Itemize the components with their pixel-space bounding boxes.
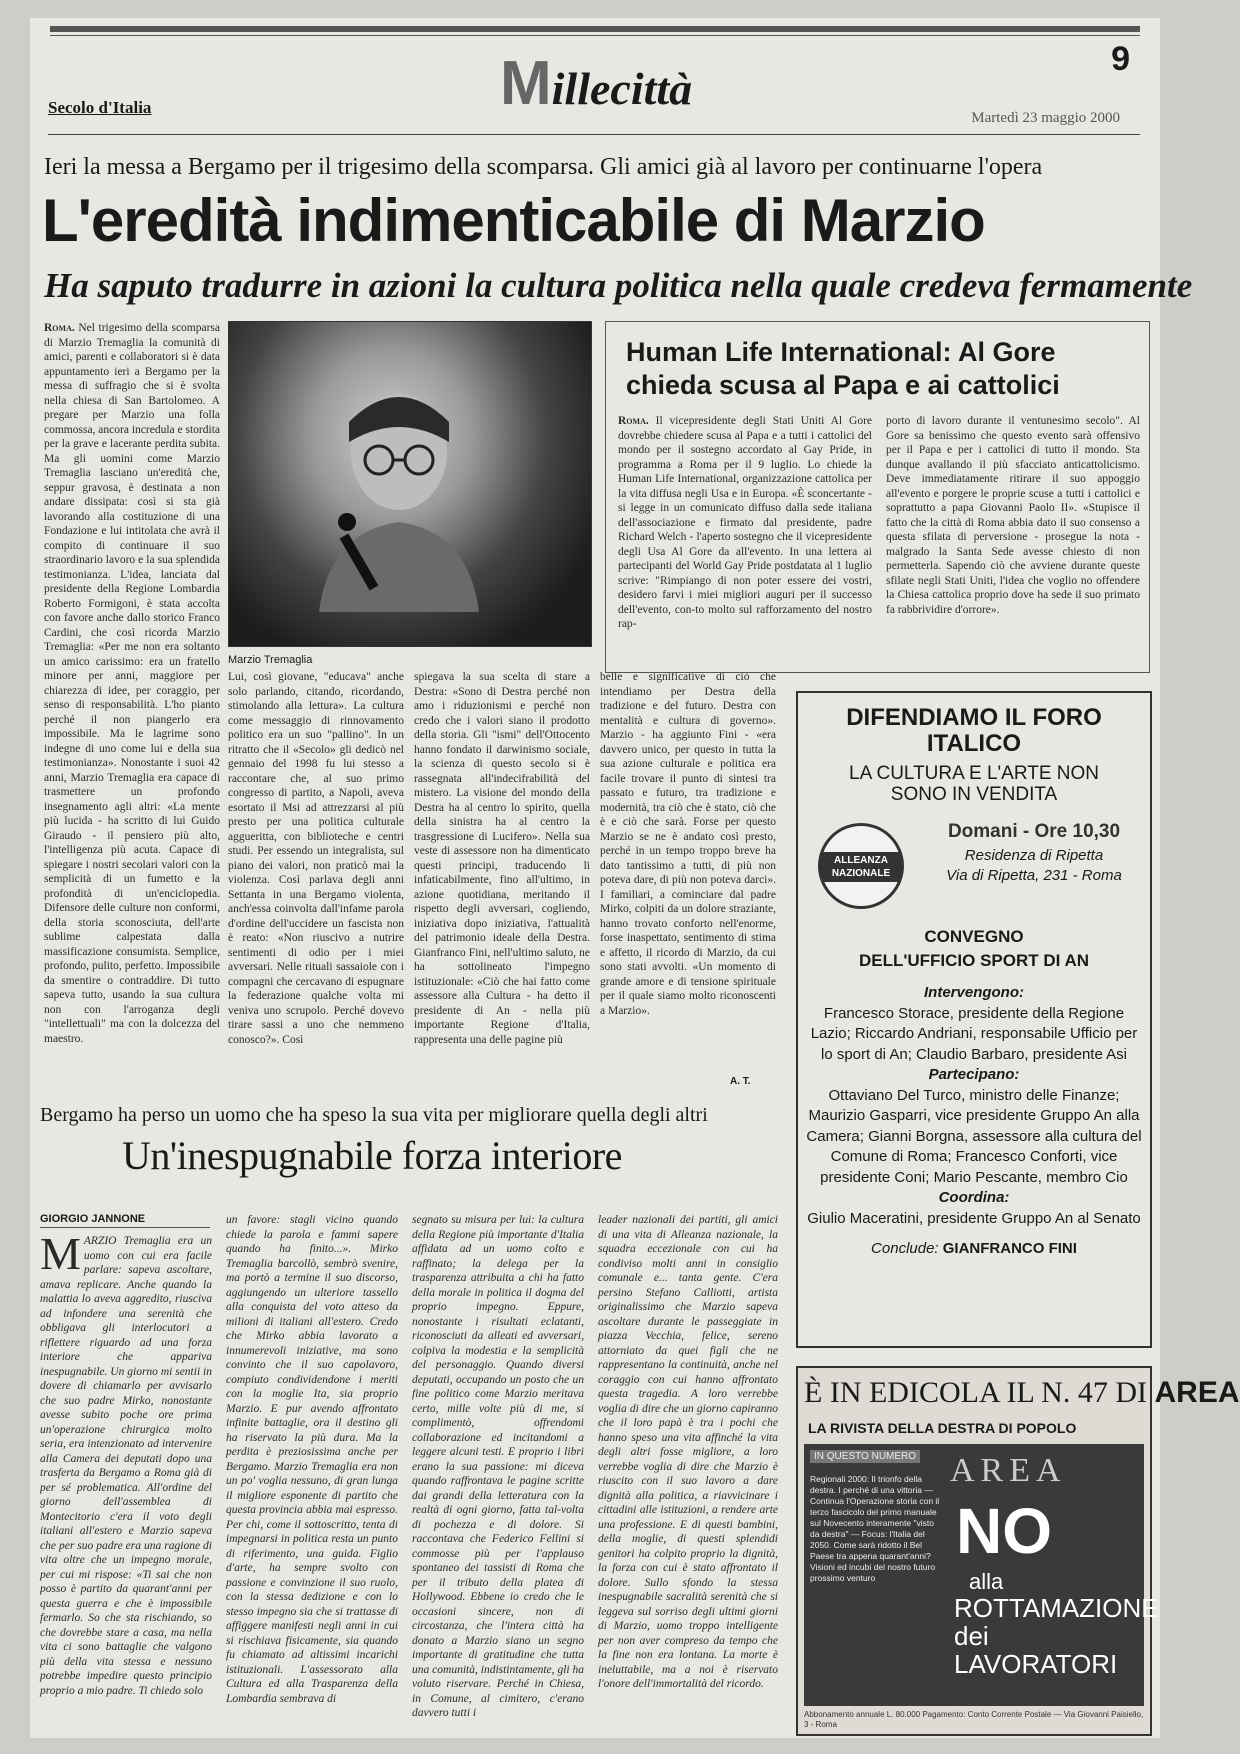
masthead: Secolo d'Italia bbox=[48, 98, 152, 117]
magazine-cover: IN QUESTO NUMERO Regionali 2000: Il trionfo della destra. I perché di una vittoria — Continua l'Operazione storia con il terzo fascicolo del primo manuale sul Novecento interamente "visto da destra" — Focus: l'Italia del 2050. Come sarà ridotto il Bel Paese tra appena quarant'anni? Visioni ed incubi del nostro futuro prossimo venturo AREA NO alla ROTTAMAZIONE dei LAVORATORI bbox=[804, 1444, 1144, 1706]
top-rule bbox=[50, 26, 1140, 36]
page-number: 9 bbox=[1111, 40, 1130, 78]
hli-column-2: porto di lavoro durante il ventunesimo secolo". Al Gore sa benissimo che questo evento sarà offensivo per il Papa e per i cattolici di tutto il mondo. Sta dunque avallando il più sfacciato anticattolicismo. Deve immediatamente ritirare il suo appoggio all'evento e porgere le proprie scuse a tutti i cattolici e soprattutto a papa Giovanni Paolo II». «Stupisce il fatto che la città di Roma abbia dato il suo consenso a questa sfilata di perversione - prosegue la nota - malgrado la Santa Sede avesse chiesto di non permetterla. Sapendo ciò che avviene durante queste sfilate negli Stati Uniti, l'idea che voglio no offendere la Chiesa cattolica proprio dove ha sede il suo primato fa rabbrividire d'orrore». bbox=[886, 415, 1140, 616]
second-article-column-3: segnato su misura per lui: la cultura della Regione più importante d'Italia affidata ad un uomo colto e raffinato; la delega per la trasparenza attribuita a chi ha fatto della morale in politica il dogma del proprio impegno. Eppure, nonostante i risultati eclatanti, riconosciuti da alleati ed avversari, colpiva la modestia e la semplicità del personaggio. Quando diversi deputati, occupando un posto che un fine politico come Marzio meritava certo, mille volte più di me, si complimentò, offrendomi collaborazione ed incitandomi a leggere alcuni testi. E proprio i libri erano la sua passione: mi diceva quando raffrontava le pagine scritte dai grandi della letteratura con la realtà di ogni giorno, fatta tal-volta di pochezza e di dolore. Si raccontava che Federico Fellini si commosse più per l'applauso spontaneo dei tassisti di Roma che per il tributo della platea di Hollywood. Ebbene io credo che le occasioni sincere, non di circostanza, che l'intera città ha donato a Marzio siano un segno importante di gratitudine che tutta una comunità, indistintamente, gli ha voluto riservare. Perché in Chiesa, in Comune, al cimitero, c'erano davvero tutti i bbox=[412, 1214, 584, 1719]
hli-column-1: Roma. Il vicepresidente degli Stati Uniti Al Gore dovrebbe chiedere scusa al Papa e a tutti i cattolici del mondo per il sostegno accordato al Gay Pride, in programma a Roma per il 9 luglio. Lo chiede la Human Life International, organizzazione cattolica per la vita diffusa negli Usa e in Europa. «È sconcertante - si legge in un comunicato diffuso dalla sede italiana dell'associazione e firmato dal presidente, padre Richard Welch - l'aperto sostegno che il vicepresidente degli Usa Al Gore da all'evento. In una lettera ai partecipanti del World Gay Pride postdatata al 1 luglio scrive: "Rimpiango di non poter essere dei vostri, desidero farvi i miei migliori auguri per il successo dell'evento, con-to molto sul rafforzamento del nostro rap- bbox=[618, 415, 873, 630]
area-tagline: LA RIVISTA DELLA DESTRA DI POPOLO bbox=[808, 1420, 1077, 1436]
newspaper-page bbox=[30, 18, 1240, 1738]
author-byline: GIORGIO JANNONE bbox=[40, 1213, 210, 1228]
hli-headline: Human Life International: Al Gore chieda scusa al Papa e ai cattolici bbox=[626, 337, 1060, 400]
article-signature: A. T. bbox=[730, 1076, 751, 1087]
second-article-column-2: un favore: stagli vicino quando chiede la parola e fammi sapere quando ha finito...». Mirko Tremaglia barcollò, sembrò svenire, ma portò a termine il suo discorso, aggiungendo un ulteriore tassello alla conquista del voto atteso da milioni di italiani all'estero. Credo che Mirko abbia lavorato a innumerevoli iniziative, ma sono convinto che il suo capolavoro, compiuto condividendone i meriti con la moglie Ita, sia proprio Marzio. E pur avendo affrontato infinite battaglie, ora il destino gli ha riservato la più dura. Ma la perdita è preziosissima anche per Bergamo. Marzio Tremaglia era non un po' voglia nessuno, di gran lunga il migliore esponente di partito che questa provincia abbia mai espresso. Per chi, come il sottoscritto, tenta di impegnarsi in politica resta un punto di riferimento, una guida. Figlio d'arte, ha sempre svolto con passione e convinzione il suo ruolo, con la stessa dedizione e con lo stesso impegno sia che si trattasse di affiggere manifesti negli anni in cui si rischiava fisicamente, sia quando fu chiamato ad altissimi incarichi istituzionali. L'assessorato alla Cultura ed alla Trasparenza della Lombardia sembrava di bbox=[226, 1214, 398, 1705]
area-magazine-ad bbox=[796, 1366, 1240, 1736]
main-kicker: Ieri la messa a Bergamo per il trigesimo della scomparsa. Gli amici già al lavoro per continuarne l'opera bbox=[44, 154, 1043, 180]
main-article-column-4: belle e significative di ciò che intendiamo per Destra della tradizione e del futuro. Destra con mentalità e cultura di governo». Marzio - ha aggiunto Fini - «era davvero unico, per questo in tutta la sua azione culturale e politica era facile trovare il punto di sintesi tra passato e futuro, tra tradizione e modernità, tra ciò che è stato, ciò che è e ciò che sarà. Forse per questo Marzio se ne è andato così presto, perché in un tempo troppo breve ha dato tantissimo a tutti, di più non poteva dare, di più non poteva darci». I familiari, a cominciare dal padre Mirko, colpiti da un dolore straziante, hanno trovato conforto nell'enorme, forse inaspettato, sentimento di stima e affetto, il ricordo di Marzio, da cui sono stati avvolti. «Un momento di grande amore e di tensione spirituale per il quale siamo molto riconoscenti a Marzio». bbox=[600, 671, 776, 1017]
main-article-column-3: spiegava la sua scelta di stare a Destra: «Sono di Destra perché non amo i riduzionismi e perché non credo che i valori siano il prodotto della storia. Gli "ismi" dell'Ottocento hanno fondato il darwinismo sociale, la scienza di questo secolo si è rassegnata all'indecifrabilità del mistero. La visione del mondo della Destra ha al centro lo spirito, quella della sinistra ha al centro la trasgressione di Lucifero». Nella sua veste di assessore non ha dimenticato questi principi, traducendo li infaticabilmente, fino all'ultimo, in azione quotidiana, meritando il rispetto degli avversari, cogliendo, iniziativa dopo iniziativa, l'attualità del patrimonio ideale della Destra. Gianfranco Fini, nell'ultimo saluto, ne ha sottolineato l'impegno istituzionale: «Ciò che hai fatto come assessore alla Cultura - ha detto il presidente di An - nella più importante Regione d'Italia, rappresenta una delle pagine più bbox=[414, 671, 590, 1046]
second-article-column-1: M ARZIO Tremaglia era un uomo con cui era facile parlare: sapeva ascoltare, amava replicare. Anche quando la malattia lo aveva aggredito, riusciva ad infondere una serenità che obbligava gli interlocutori a riflettere riguardo ad una forza interiore che appariva inespugnabile. Un giorno mi sentii in dovere di chiamarlo per avvisarlo che suo padre Mirko, nonostante avesse subito poche ore prima un'operazione chirurgica molto seria, era intenzionato ad intervenire alla Camera dei deputati dopo una trasferta da Bergamo a Roma già di per sé problematica. All'ordine del giorno dell'assemblea di Montecitorio c'era il voto degli italiani all'estero e Marzio sapeva che per suo padre era una ragione di vita oltre che un impegno morale, per cui mi rispose: «Ti sai che non posso è partito da quarant'anni per questa guerra e che è impossibile fermarlo. So che sta rischiando, so che dovrebbe stare a casa, ma nella vita ci sono battaglie che valgono più della vita stessa e nessuno potrebbe impedire questo principio proprio a mio padre. Ti chiedo solo bbox=[40, 1228, 212, 1697]
event-venue: Residenza di Ripetta bbox=[964, 847, 1104, 864]
section-title: Millecittà bbox=[500, 49, 693, 118]
event-time: Domani - Ore 10,30 bbox=[947, 821, 1121, 842]
second-headline: Un'inespugnabile forza interiore bbox=[122, 1133, 622, 1178]
subscription-info: Abbonamento annuale L. 80.000 Pagamento: Conto Corrente Postale — Via Giovanni Paisiello, 3 - Roma bbox=[804, 1710, 1144, 1729]
second-kicker: Bergamo ha perso un uomo che ha speso la sua vita per migliorare quella degli altri bbox=[40, 1104, 708, 1126]
ad-subtitle: LA CULTURA E L'ARTE NON SONO IN VENDITA bbox=[849, 763, 1099, 805]
person-portrait-icon bbox=[309, 382, 489, 612]
dateline: Martedì 23 maggio 2000 bbox=[971, 110, 1120, 126]
photo-caption: Marzio Tremaglia bbox=[228, 654, 313, 666]
hli-article-box bbox=[605, 321, 1150, 673]
main-headline: L'eredità indimenticabile di Marzio bbox=[42, 187, 985, 254]
alleanza-nazionale-logo: ALLEANZA NAZIONALE bbox=[818, 823, 904, 909]
ad-title: DIFENDIAMO IL FORO ITALICO bbox=[846, 704, 1102, 757]
main-article-column-1: Roma. Nel trigesimo della scomparsa di Marzio Tremaglia la comunità di amici, parenti e collaboratori si è data appuntamento ieri a Bergamo per la messa di suffragio che si è svolta nella chiesa di San Bartolomeo. A pregare per Marzio una folla commossa, ancora incredula e stordita per la grave e lacerante perdita subita. Ma gli uomini come Marzio Tremaglia lasciano un'eredità che, seppur gravosa, è destinata a non andare dissipata: così si sta già lavorando alla costituzione di una Fondazione e lui intitolata che avrà il compito di continuare il suo straordinario lavoro e la sua splendida testimonianza. L'idea, lanciata dal presidente della Regione Lombardia Roberto Formigoni, è stata accolta con favore anche dallo storico Franco Cardini, che così ricorda Marzio Tremaglia: «Per me non era soltanto un amico carissimo: era un fratello minore per anni, maggiore per chiarezza di idee, per coraggio, per senso di responsabilità. L'ho pianto perché il non piangerlo era impossibile. Ma le lagrime sono indegne di uno come lui e della sua testimonianza». Nonostante i suoi 42 anni, Marzio Tremaglia era capace di trasmettere un profondo insegnamento agli altri: «La mente più lucida - ha scritto di lui Guido Giraudo - il pensiero più alto, l'intelligenza più acuta. Capace di spiegare i nostri secolari valori con la semplicità di un fumetto e la profondità di un'enciclopedia. Difensore delle culture non conformi, della storia sconosciuta, dell'arte sublime calpestata dalla massificazione consumista. Semplice, profondo, pulito, perfetto. Impossibile da smentire o contraddire. Di tutto sapeva tutto, usando la sua cultura non con l'arroganza degli "intellettuali" ma con la dolcezza del maestro. bbox=[44, 322, 221, 1045]
speakers-list: Intervengono: Francesco Storace, presidente della Regione Lazio; Riccardo Andriani, responsabile Ufficio per lo sport di An; Claudio Barbaro, presidente Asi Partecipano: Ottaviano Del Turco, ministro delle Finanze; Maurizio Gasparri, vice presidente Gruppo An alla Camera; Gianni Borgna, assessore alla cultura del Comune di Roma; Francesco Conforti, vice presidente Coni; Mario Pescante, membro Cio Coordina: Giulio Maceratini, presidente Gruppo An al Senato Conclude: GIANFRANCO FINI bbox=[806, 984, 1142, 1257]
foro-italico-ad bbox=[796, 691, 1152, 1348]
portrait-photo bbox=[228, 321, 592, 647]
main-article-column-2: Lui, così giovane, "educava" anche solo parlando, citando, ricordando, stimolando alla lettura». La cultura come messaggio di rinnovamento politico era un suo "pallino". In un ritratto che il «Secolo» gli dedicò nel gennaio del 1998 fu lui stesso a raccontare che, al suo primo congresso di partito, a Napoli, aveva esortato il Msi ad attrezzarsi al più presto per una politica culturale aggueritta, con biblioteche e centri studi. Per essendo un integralista, sul piano dei valori, non praticò mai la violenza. Così parlava degli anni Settanta in una Bergamo violenta, anch'essa coinvolta dall'infame parola d'ordine dell'uccidere un fascista non è reato: «Non riuscivo a nutrire sentimenti di odio per i miei avversari. Nelle rituali sassaiole con i compagni che cercavano di espugnare la federazione qualche volta mi veniva uno scrupolo. Perché dovevo tirare sassi a uno che nemmeno conosco?». Così bbox=[228, 671, 404, 1046]
second-article-column-4: leader nazionali dei partiti, gli amici di una vita di Alleanza nazionale, la squadra eccezionale con cui ha condiviso molti anni in consiglio comunale e... tanta gente. C'era persino Stefano Calliotti, artista originalissimo che Marzio sapeva ascoltare durante le passeggiate in piazza Vecchia, felice, sereno attorniato da quei figli che ne rappresentano la continuità, anche nel coraggio con cui hanno affrontato questa tragedia. A loro verrebbe voglia di dire che un giorno capiranno che il loro papà è tra i pochi che hanno speso una vita affinché la vita degli altri fosse migliore, a loro verrebbe voglia di dire che Marzio è riuscito con il suo lavoro a dare dignità alla politica, a riavvicinare i cittadini alle istituzioni, a rendere arte una professione. E di questi bambini, della moglie, di questi splendidi genitori ha colpito proprio la dignità, la forza con cui è stato affrontato il dolore. Sullo sfondo la stessa inespugnabile sacralità serenità che si leggeva sul sorriso degli ultimi giorni di Marzio, uomo troppo intelligente per non aver compreso da tempo che la fine non era lontana. La morte è ineluttabile, ma a noi è riservato l'onore dell'immortalità del ricordo. bbox=[598, 1214, 778, 1690]
main-subhead: Ha saputo tradurre in azioni la cultura politica nella quale credeva fermamente bbox=[44, 266, 1193, 305]
area-ad-header: È IN EDICOLA IL N. 47 DI AREA bbox=[804, 1376, 1240, 1409]
convegno-office: DELL'UFFICIO SPORT DI AN bbox=[858, 951, 1090, 970]
event-address: Via di Ripetta, 231 - Roma bbox=[946, 867, 1122, 884]
header-divider bbox=[48, 134, 1140, 135]
convegno-label: CONVEGNO bbox=[924, 927, 1024, 946]
